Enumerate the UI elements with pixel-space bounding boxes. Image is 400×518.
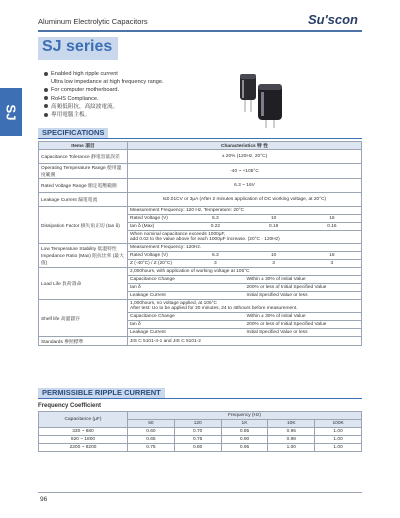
- frequency-coefficient-label: Frequency Coefficient: [38, 403, 102, 409]
- feature-item: Enabled high ripple current: [44, 70, 164, 78]
- specifications-heading: SPECIFICATIONS: [38, 128, 362, 139]
- table-row: Standards 參照標準 JIS C 5101-4-1 and JIS C 5101-2: [39, 337, 362, 346]
- table-row: Rated Voltage Range 額定電壓範圍 6.3 ~ 16V: [39, 179, 362, 193]
- table-row: Load Life 負荷壽命 2,000hours, with application of working voltage at 105°C Capacitance Change Within ± 30% of initial Value tan δ 200% or less of Initial Specified Value Leakage Current Initial Specified Value or less: [39, 268, 362, 300]
- table-header-row: Items 項目 Characteristics 特 性: [39, 142, 362, 150]
- bullet-icon: [44, 104, 48, 108]
- series-side-tab: [0, 88, 22, 136]
- feature-item: 高頻低阻抗，高紋波電流。: [44, 103, 164, 111]
- table-row: Shelf life 高溫儲存 1,000hours, no voltage applied, at 105°C After test: Uo to be applied for 30 minutes, 24 to 48hours before measurement. Capacitance Change Within ± 30% of initial Value tan δ 200% or less of Initial Specified Value Leakage Current Initial Specified Value or less: [39, 300, 362, 337]
- series-side-tab-label: SJ: [3, 104, 19, 120]
- low-temp-subtable: Measurement Frequency: 120Hz. Rated Voltage (V) 6.3 10 16 Z (-40°C) / Z (20°C) 3 3 3: [128, 244, 361, 267]
- table-row: Dissipation Factor 損失角正切 (tan δ) Measurement Frequency: 120 Hz, Temperature: 20°C Rated Voltage (V) 6.3 10 16 tan δ (Max) 0.22 0.19 0.16 When nominal capacitance exceeds 1000μF, add 0.02 to the value above for each 1000μF increase. (20°C · 120Hz): [39, 207, 362, 244]
- page-number: 96: [40, 496, 48, 503]
- dissipation-subtable: Measurement Frequency: 120 Hz, Temperature: 20°C Rated Voltage (V) 6.3 10 16 tan δ (Max) 0.22 0.19 0.16 When nominal capacitance exceeds 1000μF, add 0.02 to the value above for each 1000μF increase. (20°C · 120Hz): [128, 207, 361, 243]
- table-header-row: 50 120 1K 10K 100K: [39, 420, 362, 428]
- brand-logo: Su'scon: [307, 12, 358, 27]
- table-row: Operating Temperature Range 使用溫度範圍 -40 ~ +105°C: [39, 164, 362, 179]
- bullet-icon: [44, 72, 48, 76]
- shelf-life-subtable: 1,000hours, no voltage applied, at 105°C After test: Uo to be applied for 30 minutes, 24 to 48hours before measurement. Capacitance Change Within ± 30% of initial Value tan δ 200% or less of Initial Specified Value Leakage Current Initial Specified Value or less: [128, 300, 361, 336]
- table-row: Leakage Current 漏電電流 I≤0.01CV or 3μA (After 2 minutes application of DC working voltage, at 20°C): [39, 193, 362, 207]
- table-header-row: Capacitance (μF) Frequency (Hz): [39, 412, 362, 420]
- specifications-table: [38, 141, 362, 346]
- capacitor-photo: [232, 70, 296, 130]
- table-row: 820 ~ 1800 0.65 0.75 0.90 0.98 1.00: [39, 436, 362, 444]
- ripple-table: [38, 411, 362, 452]
- feature-item: For computer motherboard.: [44, 86, 164, 94]
- feature-item: Ultra low impedance at high frequency range.: [51, 79, 164, 86]
- header-title: Aluminum Electrolytic Capacitors: [38, 17, 148, 26]
- header-rule: [38, 30, 362, 32]
- table-row: Low Temperature Stability 低溫特性 Impedance Ratio (Max) 阻抗比率 (最大值) Measurement Frequency: 120Hz. Rated Voltage (V) 6.3 10 16 Z (-40°C) / Z (20°C) 3 3 3: [39, 244, 362, 268]
- series-title: SJ series: [42, 38, 113, 55]
- feature-list: [44, 70, 164, 119]
- table-row: 2200 ~ 8200 0.75 0.80 0.95 1.00 1.00: [39, 444, 362, 452]
- feature-item: 專用電腦主板。: [44, 111, 164, 119]
- bullet-icon: [44, 96, 48, 100]
- feature-item: RoHS Compliance.: [44, 95, 164, 103]
- load-life-subtable: 2,000hours, with application of working voltage at 105°C Capacitance Change Within ± 30% of initial Value tan δ 200% or less of Initial Specified Value Leakage Current Initial Specified Value or less: [128, 268, 361, 299]
- table-row: 330 ~ 680 0.60 0.70 0.85 0.95 1.00: [39, 428, 362, 436]
- footer-rule: [38, 492, 362, 493]
- table-row: Capacitance Tolerance 靜電容量誤差 ± 20% (120Hz, 20°C): [39, 150, 362, 164]
- bullet-icon: [44, 88, 48, 92]
- bullet-icon: [44, 113, 48, 117]
- ripple-heading: PERMISSIBLE RIPPLE CURRENT: [38, 388, 362, 399]
